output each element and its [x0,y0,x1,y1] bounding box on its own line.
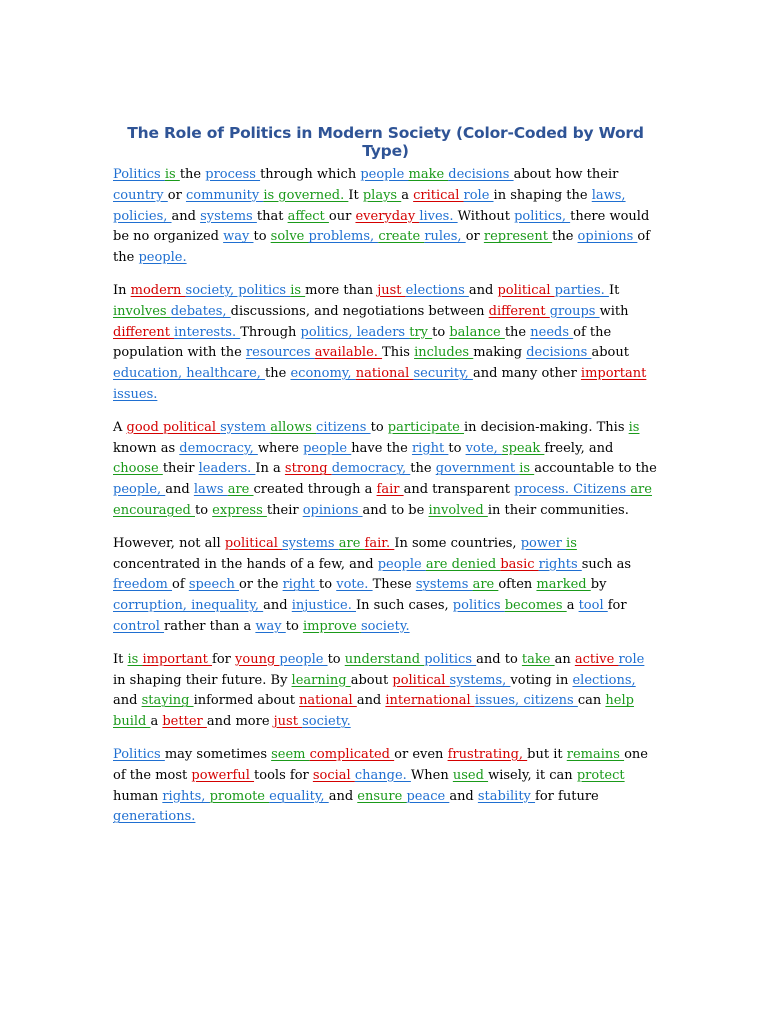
noun-word: change. [354,767,411,783]
noun-word: society. [302,714,351,730]
plain-text: or [465,229,484,245]
noun-word: people [303,440,352,456]
adjective-word: political [224,535,282,551]
plain-text: A [113,419,127,435]
verb-word: becomes [504,598,567,614]
noun-word: laws, [591,187,626,203]
paragraph-3 [113,418,658,522]
plain-text: known as [113,440,180,456]
plain-text: making [473,345,527,361]
noun-word: security, [413,366,473,382]
noun-word: Politics [113,167,165,182]
verb-word: used [452,767,489,783]
adjective-word: modern [130,282,186,298]
noun-word: systems, [449,672,511,688]
adjective-word: young [235,651,280,667]
verb-word: learning [291,672,351,688]
verb-word: are [630,482,652,498]
verb-word: choose [113,461,163,477]
plain-text: more than [305,282,378,298]
plain-text: of [172,577,189,593]
noun-word: people [377,556,426,572]
plain-text: These [372,577,416,593]
plain-text: in their communities. [487,502,629,518]
plain-text: However, not all [113,535,225,551]
plain-text: about [591,345,629,361]
adjective-word: social [312,767,355,783]
noun-word: groups [549,303,600,319]
verb-word: is [519,461,535,477]
noun-word: vote, [465,440,502,456]
plain-text: and [263,598,292,614]
adjective-word: just [377,282,406,298]
plain-text: Through [240,324,301,340]
noun-word: democracy, [331,461,411,477]
verb-word: participate [387,419,465,435]
noun-word: freedom [113,577,173,593]
paragraph-5 [113,650,658,733]
document-page [113,124,658,840]
plain-text: It [113,651,128,667]
adjective-word: fair [376,482,404,498]
noun-word: Politics [113,746,165,762]
verb-word: includes [414,345,474,361]
noun-word: leaders. [198,461,256,477]
adjective-word: complicated [309,746,395,762]
verb-word: is [164,167,180,182]
plain-text: and [328,788,358,804]
verb-word: involved [428,502,488,518]
verb-word: seem [271,746,310,762]
adjective-word: available. [314,345,383,361]
verb-word: promote [209,788,270,804]
adjective-word: powerful [191,767,255,783]
noun-word: problems, [308,229,379,245]
noun-word: way [223,229,254,245]
plain-text: by [590,577,607,593]
adjective-word: critical [413,187,464,203]
plain-text: may sometimes [164,746,272,762]
verb-word: understand [344,651,425,667]
noun-word: politics, leaders [300,324,410,340]
adjective-word: political [162,419,221,435]
verb-word: allows [270,419,317,435]
plain-text: have the [351,440,412,456]
noun-word: way [255,618,286,634]
plain-text: to [194,502,213,518]
verb-word: are denied [425,556,501,572]
plain-text: rather than a [164,618,256,634]
verb-word: express [212,502,267,518]
plain-text: and to be [362,502,429,518]
plain-text: and [171,208,201,224]
noun-word: process. Citizens [514,482,631,498]
plain-text: It [348,187,363,203]
verb-word: is [566,535,577,551]
plain-text: to [285,618,303,634]
noun-word: systems [200,208,257,224]
plain-text: to [253,229,271,245]
paragraph-2 [113,281,658,406]
adjective-word: frustrating, [447,746,528,762]
plain-text: to [448,440,466,456]
verb-word: represent [483,229,553,245]
verb-word: is [127,651,143,667]
plain-text: Without [457,208,515,224]
adjective-word: important [142,651,213,667]
plain-text: with [599,303,629,319]
plain-text: concentrated in the hands of a few, and [113,556,378,572]
plain-text: of the [113,229,651,266]
noun-word: role [463,187,494,203]
verb-word: make [408,167,449,182]
noun-word: rights, [162,788,210,804]
verb-word: is [290,282,306,298]
noun-word: decisions [448,167,514,182]
noun-word: politics [424,651,477,667]
plain-text: It [608,282,620,298]
adjective-word: international [385,693,475,709]
noun-word: elections, [572,672,636,688]
plain-text: about how their [513,167,619,182]
noun-word: right [282,577,320,593]
plain-text: their [162,461,199,477]
verb-word: solve [270,229,309,245]
plain-text: This [382,345,415,361]
plain-text: there would be no organized [113,208,650,245]
plain-text: a [150,714,163,730]
plain-text: or the [238,577,283,593]
noun-word: policies, [113,208,172,224]
noun-word: injustice. [291,598,356,614]
plain-text: in shaping their future. By [113,672,292,688]
plain-text: and transparent [403,482,515,498]
noun-word: economy, [290,366,356,382]
adjective-word: important [580,366,647,382]
verb-word: remains [566,746,625,762]
adjective-word: different [113,324,175,340]
plain-text: to [319,577,337,593]
plain-text: freely, and [544,440,614,456]
verb-word: create [378,229,425,245]
verb-word: ensure [357,788,407,804]
plain-text: or [167,187,186,203]
noun-word: role [618,651,645,667]
paragraph-6 [113,745,658,828]
plain-text: our [328,208,356,224]
plain-text: a [401,187,414,203]
plain-text: about [350,672,393,688]
plain-text: for future [535,788,599,804]
verb-word: involves [113,303,171,319]
noun-word: process [205,167,261,182]
noun-word: rules, [424,229,466,245]
noun-word: politics [452,598,505,614]
plain-text: In [113,282,131,298]
plain-text: the [504,324,531,340]
verb-word: protect [576,767,625,783]
noun-word: laws [193,482,228,498]
noun-word: parties. [554,282,609,298]
noun-word: people [279,651,328,667]
noun-word: stability [477,788,536,804]
plain-text: a [566,598,579,614]
plain-text: often [498,577,537,593]
noun-word: right [411,440,449,456]
noun-word: opinions [302,502,363,518]
noun-word: people [360,167,409,182]
noun-word: government [435,461,520,477]
verb-word: help build [113,693,634,730]
noun-word: resources [245,345,315,361]
noun-word: systems [415,577,473,593]
paragraph-4 [113,534,658,638]
plain-text: through which [260,167,361,182]
noun-word: country [113,187,168,203]
noun-word: equality, [269,788,329,804]
adjective-word: fair. [364,535,395,551]
verb-word: staying [141,693,194,709]
adjective-word: strong [284,461,332,477]
noun-word: rights [538,556,582,572]
document-body [113,165,658,828]
plain-text: in decision-making. This [464,419,629,435]
plain-text: wisely, it can [488,767,577,783]
plain-text: one of the most [113,746,648,783]
noun-word: system [220,419,271,435]
plain-text: tools for [254,767,313,783]
adjective-word: good [126,419,163,435]
noun-word: democracy, [179,440,258,456]
adjective-word: political [497,282,555,298]
adjective-word: just [273,714,303,730]
plain-text: and many other [472,366,581,382]
plain-text: to [327,651,345,667]
noun-word: generations. [113,809,196,825]
plain-text: their [266,502,303,518]
noun-word: interests. [174,324,241,340]
plain-text: can [577,693,606,709]
noun-word: people. [138,250,187,266]
noun-word: education, healthcare, [113,366,266,382]
verb-word: balance [449,324,505,340]
noun-word: corruption, inequality, [113,598,264,614]
noun-word: elections [405,282,469,298]
verb-word: marked [536,577,591,593]
verb-word: are [227,482,254,498]
plain-text: to [370,419,388,435]
noun-word: community [185,187,264,203]
plain-text: and [468,282,498,298]
plain-text: voting in [510,672,573,688]
plain-text: and [113,693,142,709]
verb-word: improve [302,618,361,634]
adjective-word: different [488,303,550,319]
noun-word: debates, [170,303,231,319]
plain-text: informed about [193,693,300,709]
verb-word: is governed. [263,187,349,203]
noun-word: lives. [419,208,458,224]
noun-word: control [113,618,165,634]
document-title: The Role of Politics in Modern Society (Color-Coded by Word Type) [127,124,644,160]
adjective-word: better [162,714,207,730]
noun-word: vote. [336,577,373,593]
plain-text: and [356,693,386,709]
verb-word: affect [287,208,329,224]
plain-text: In a [255,461,285,477]
plain-text: the [179,167,206,182]
adjective-word: everyday [355,208,420,224]
plain-text: accountable to the [534,461,657,477]
noun-word: systems [282,535,339,551]
verb-word: take [521,651,555,667]
plain-text: and [449,788,478,804]
plain-text: in shaping the [493,187,592,203]
plain-text: and more [206,714,274,730]
plain-text: such as [581,556,632,572]
noun-word: needs [530,324,574,340]
plain-text: In some countries, [394,535,521,551]
plain-text: discussions, and negotiations between [230,303,489,319]
plain-text: where [257,440,304,456]
noun-word: decisions [526,345,592,361]
adjective-word: political [392,672,450,688]
plain-text: the [552,229,578,245]
plain-text: but it [527,746,567,762]
noun-word: speech [188,577,239,593]
noun-word: politics, [514,208,571,224]
plain-text: of the population with the [113,324,612,361]
verb-word: speak [501,440,545,456]
plain-text: the [410,461,436,477]
plain-text: When [410,767,453,783]
plain-text: the [265,366,291,382]
noun-word: issues, citizens [474,693,578,709]
paragraph-1 [113,165,658,269]
plain-text: for [212,651,236,667]
noun-word: power [520,535,567,551]
noun-word: opinions [577,229,638,245]
adjective-word: basic [500,556,539,572]
verb-word: is [628,419,640,435]
noun-word: issues. [113,386,158,402]
verb-word: encouraged [113,502,195,518]
verb-word: plays [362,187,402,203]
verb-word: try [409,324,433,340]
plain-text: created through a [253,482,377,498]
adjective-word: national [355,366,414,382]
plain-text: human [113,788,163,804]
plain-text: that [256,208,288,224]
noun-word: citizens [316,419,371,435]
noun-word: peace [406,788,450,804]
adjective-word: national [299,693,357,709]
verb-word: are [472,577,499,593]
noun-word: society. [360,618,410,634]
noun-word: society, politics [185,282,291,298]
plain-text: or even [394,746,448,762]
plain-text: to [432,324,450,340]
plain-text: an [554,651,575,667]
plain-text: In such cases, [355,598,453,614]
verb-word: are [338,535,365,551]
noun-word: people, [113,482,166,498]
plain-text: and to [476,651,522,667]
noun-word: tool [578,598,608,614]
adjective-word: active [574,651,619,667]
plain-text: and [165,482,194,498]
plain-text: for [607,598,627,614]
